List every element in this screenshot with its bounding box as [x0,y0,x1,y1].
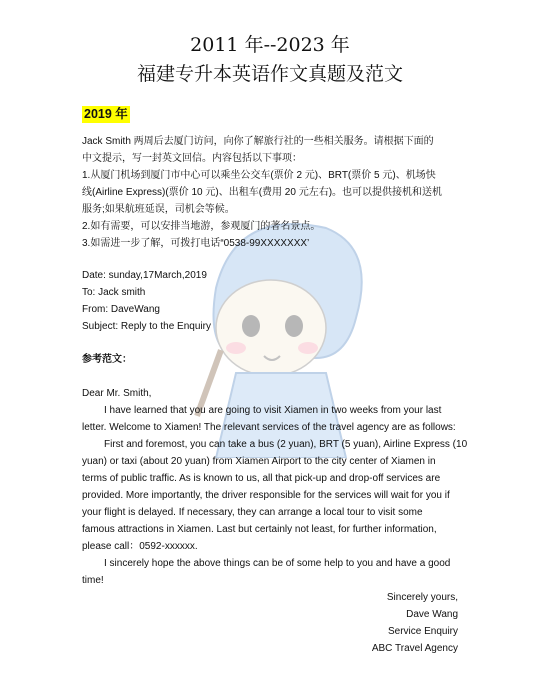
page-title-line1: 2011 年--2023 年 [190,34,350,56]
task-line: 3.如需进一步了解，可拨打电话“0538-99XXXXXXX’ [82,238,310,249]
letter-from: From: DaveWang [82,304,160,315]
task-line: 1.从厦门机场到厦门市中心可以乘坐公交车(票价 2 元)、BRT(票价 5 元)、机场快 [82,170,436,181]
task-line: 线(Airline Express)(票价 10 元)、出租车(费用 20 元左右)。也可以提供接机和送机 [82,187,443,198]
task-line: Jack Smith 两周后去厦门访问，向你了解旅行社的一些相关服务。请根据下面的 [82,136,434,147]
letter-subject: Subject: Reply to the Enquiry [82,321,211,332]
body-line: I have learned that you are going to visit Xiamen in two weeks from your last [104,405,442,416]
sample-essay-label: 参考范文： [82,354,132,365]
task-line: 2.如有需要，可以安排当地游，参观厦门的著名景点。 [82,221,321,232]
body-line: provided. More importantly, the driver responsible for the services will wait for you if [82,490,450,501]
body-line: letter. Welcome to Xiamen! The relevant services of the travel agency are as follows: [82,422,456,433]
closing-line: Service Enquiry [387,626,458,637]
body-line: your flight is delayed. If necessary, they can arrange a local tour to visit some [82,507,423,518]
body-line: First and foremost, you can take a bus (2 yuan), BRT (5 yuan), Airline Express (10 [104,439,468,450]
body-line: famous attractions in Xiamen. Last but certainly not least, for further information, [82,524,437,535]
task-line: 服务;如果航班延误，司机会等候。 [82,204,235,215]
body-line: yuan) or taxi (about 20 yuan) from Xiamen Airport to the city center of Xiamen in [82,456,436,467]
task-line: 中文提示，写一封英文回信。内容包括以下事项： [82,153,302,164]
salutation: Dear Mr. Smith, [82,388,152,399]
body-line: I sincerely hope the above things can be of some help to you and have a good [104,558,451,569]
letter-date: Date: sunday,17March,2019 [82,270,207,281]
body-line: please call：0592-xxxxxx. [82,541,198,552]
closing-line: Sincerely yours, [386,592,458,603]
body-line: terms of public traffic. As is known to us, all that pick-up and drop-off services are [82,473,441,484]
year-heading: 2019 年 [84,107,128,121]
body-line: time! [82,575,104,586]
page-title-line2: 福建专升本英语作文真题及范文 [136,63,403,85]
closing-line: Dave Wang [406,609,458,620]
letter-to: To: Jack smith [82,287,146,298]
closing-line: ABC Travel Agency [371,643,458,654]
